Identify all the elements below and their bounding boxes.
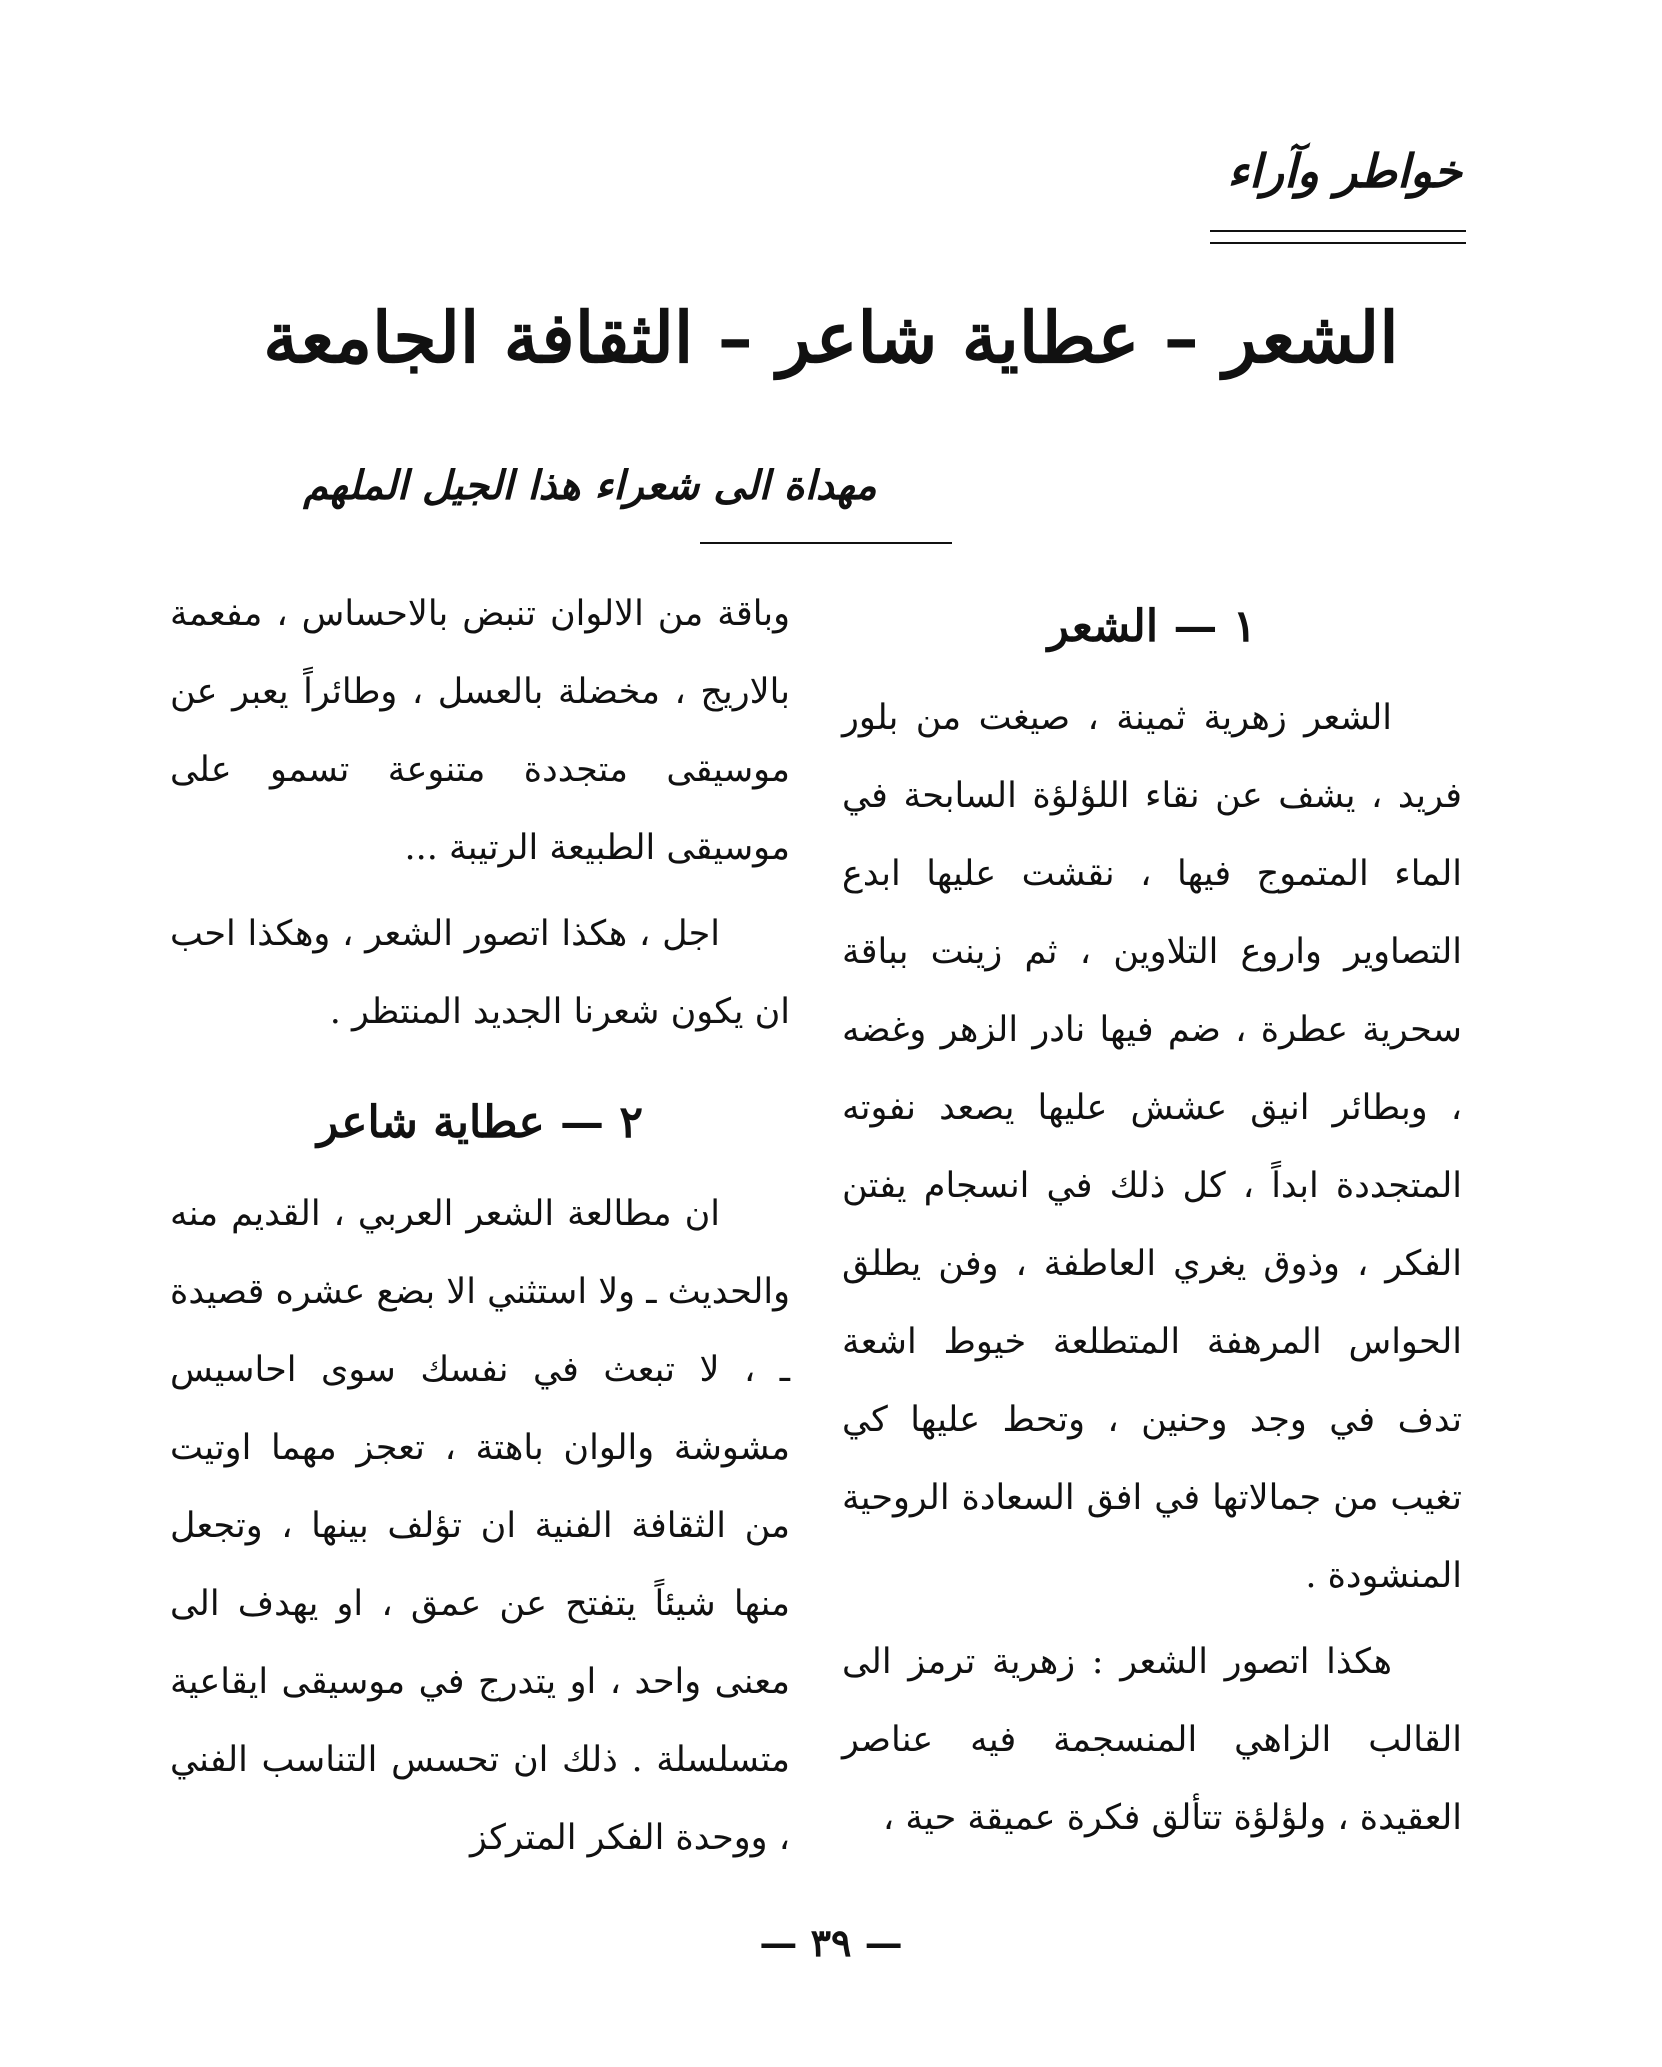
right-column-paragraph: الشعر زهرية ثمينة ، صيغت من بلور فريد ، يشف عن نقاء اللؤلؤة السابحة في الماء المتموج فيها ، نقشت عليها ابدع التصاوير واروع التلاوين ، ثم زينت بباقة سحرية عطرة ، ضم فيها نادر الزهر وغضه ، وبطائر انيق عشش عليها يصعد نفوته المتجددة ابداً ، كل ذلك في انسجام يفتن الفكر ، وذوق يغري العاطفة ، وفن يطلق الحواس المرهفة المتطلعة خيوط اشعة تدف في وجد وحنين ، وتحط عليها كي تغيب من جمالاتها في افق السعادة الروحية المنشودة . bbox=[842, 698, 1462, 1596]
left-column-paragraph: وباقة من الالوان تنبض بالاحساس ، مفعمة بالاريج ، مخضلة بالعسل ، وطائراً يعبر عن موسيقى متجددة متنوعة تسمو على موسيقى الطبيعة الرتيبة ... bbox=[170, 594, 790, 868]
left-column bbox=[170, 575, 790, 1877]
left-column-paragraph: اجل ، هكذا اتصور الشعر ، وهكذا احب ان يكون شعرنا الجديد المنتظر . bbox=[170, 914, 790, 1032]
section-label-double-rule bbox=[1210, 230, 1466, 244]
dedication-underline bbox=[700, 542, 952, 544]
section-heading-poetry: ١ — الشعر bbox=[1047, 601, 1257, 652]
left-column-paragraph: ان مطالعة الشعر العربي ، القديم منه والحديث ـ ولا استثني الا بضع عشره قصيدة ـ ، لا تبعث في نفسك سوى احاسيس مشوشة والوان باهتة ، تعجز مهما اوتيت من الثقافة الفنية ان تؤلف بينها ، وتجعل منها شيئاً يتفتح عن عمق ، او يهدف الى معنى واحد ، او يتدرج في موسيقى ايقاعية متسلسلة . ذلك ان تحسس التناسب الفني ، ووحدة الفكر المتركز bbox=[170, 1194, 790, 1858]
page-number: — ٣٩ — bbox=[759, 1920, 903, 1965]
dedication: مهداة الى شعراء هذا الجيل الملهم bbox=[303, 462, 877, 509]
section-heading-poets-gift: ٢ — عطاية شاعر bbox=[317, 1097, 643, 1148]
right-column-paragraph: هكذا اتصور الشعر : زهرية ترمز الى القالب الزاهي المنسجمة فيه عناصر العقيدة ، ولؤلؤة تتألق فكرة عميقة حية ، bbox=[842, 1642, 1462, 1838]
article-title: الشعر – عطاية شاعر – الثقافة الجامعة bbox=[263, 296, 1399, 379]
section-label: خواطر وآراء bbox=[1227, 144, 1462, 198]
right-column bbox=[842, 575, 1462, 1857]
